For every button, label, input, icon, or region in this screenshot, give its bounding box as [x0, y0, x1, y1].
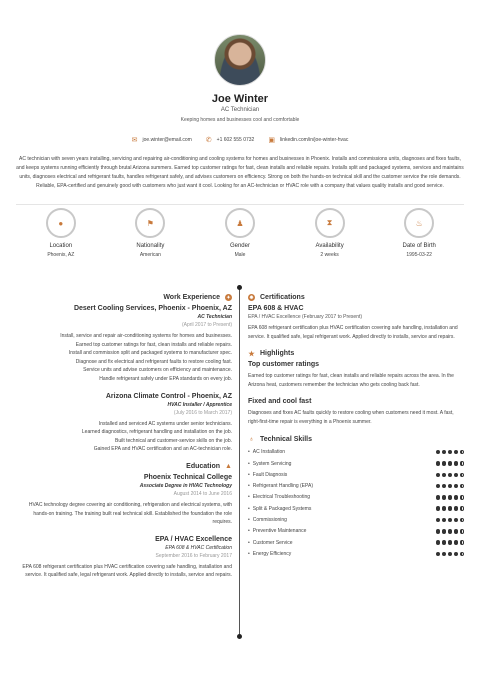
rating-dot — [448, 484, 453, 489]
contact-linkedin-text: linkedin.com/in/joe-winter-hvac — [279, 137, 349, 143]
rating-dot — [448, 473, 453, 478]
rating-dot — [436, 529, 441, 534]
fact-date-of-birth — [379, 208, 459, 258]
rating-dot — [448, 518, 453, 523]
list-item: Service units and advise customers on efficiency and maintenance. — [83, 367, 232, 374]
skill-rating — [436, 450, 465, 455]
rating-dot — [454, 518, 459, 523]
fact-value: Phoenix, AZ — [47, 252, 75, 258]
rating-dot — [436, 552, 441, 557]
education-entry — [16, 536, 232, 580]
skill-item — [248, 537, 464, 548]
list-item: Diagnose and fix electrical and refrigerant faults to restore cooling fast. — [75, 358, 232, 365]
skill-name: • Energy Efficiency — [248, 551, 291, 557]
skill-name: • AC Installation — [248, 449, 285, 455]
right-column — [248, 294, 464, 560]
fact-gender — [200, 208, 280, 258]
job-dates: (April 2017 to Present) — [181, 322, 232, 328]
badge-icon: ✸ — [249, 294, 254, 301]
highlight-title: Top customer ratings — [248, 361, 320, 369]
section-divider — [16, 204, 464, 205]
skill-item — [248, 548, 464, 559]
fact-label: Gender — [229, 243, 250, 249]
candidate-tagline: Keeping homes and businesses cool and comfortable — [180, 117, 300, 123]
rating-dot — [460, 506, 465, 511]
job-entry — [16, 305, 232, 384]
contact-phone-text: +1 602 555 0732 — [216, 137, 255, 143]
fact-label: Availability — [315, 243, 344, 249]
rating-dot — [442, 540, 447, 545]
education-entry — [16, 474, 232, 527]
list-item: Earned top customer ratings for fast, clean installs and reliable repairs. — [75, 341, 232, 348]
rating-dot — [454, 506, 459, 511]
rating-dot — [442, 506, 447, 511]
contact-linkedin[interactable] — [268, 136, 348, 144]
skill-name: • Electrical Troubleshooting — [248, 494, 310, 500]
job-duties — [16, 332, 232, 384]
hourglass-icon: ⧗ — [315, 208, 345, 238]
rating-dot — [442, 529, 447, 534]
skill-rating — [436, 506, 465, 511]
rating-dot — [442, 518, 447, 523]
list-item: Gained EPA and HVAC certification and an AC-technician role. — [93, 446, 232, 453]
highlights-title: Highlights — [260, 350, 295, 358]
rating-dot — [436, 484, 441, 489]
star-icon: ★ — [248, 350, 255, 358]
fact-value: 2 weeks — [320, 252, 339, 258]
timeline-dot-top — [237, 285, 242, 290]
list-item: Install and commission split and packaged systems to manufacturer spec. — [68, 350, 232, 357]
rating-dot — [460, 450, 465, 455]
highlight-entry — [248, 361, 464, 389]
skill-rating — [436, 518, 465, 523]
education-heading — [16, 463, 232, 470]
rating-dot — [460, 484, 465, 489]
job-entry — [16, 393, 232, 454]
rating-dot — [442, 552, 447, 557]
education-dates: August 2014 to June 2016 — [173, 490, 232, 497]
rating-dot — [454, 552, 459, 557]
rating-dot — [460, 529, 465, 534]
fact-label: Nationality — [136, 243, 165, 249]
highlight-text: Diagnoses and fixes AC faults quickly to restore cooling when customers need it most. A fast, right-first-time repair is everything in a Phoenix summer. — [248, 410, 454, 425]
rating-dot — [436, 506, 441, 511]
skill-item — [248, 492, 464, 503]
candidate-name: Joe Winter — [211, 93, 269, 105]
rating-dot — [448, 552, 453, 557]
skill-name: • Customer Service — [248, 540, 293, 546]
rating-dot — [442, 495, 447, 500]
contact-email[interactable] — [132, 136, 192, 144]
person-icon: ♟ — [225, 208, 255, 238]
highlight-text: Earned top customer ratings for fast, clean installs and reliable repairs across the area. In the Arizona heat, customers remember the technician who gets cooling back fast. — [248, 373, 454, 388]
rating-dot — [448, 450, 453, 455]
certification-entry — [248, 305, 464, 341]
rating-dot — [454, 473, 459, 478]
rating-dot — [460, 473, 465, 478]
list-item: Learned diagnostics, refrigerant handling and installation on the job. — [81, 429, 232, 436]
experience-title: Work Experience — [163, 294, 220, 301]
profile-photo — [214, 34, 266, 86]
skill-item — [248, 458, 464, 469]
graduation-cap-icon: ▲ — [225, 462, 232, 470]
rating-dot — [460, 461, 465, 466]
job-position: HVAC Installer / Apprentice — [167, 401, 232, 408]
rating-dot — [436, 461, 441, 466]
left-column — [16, 294, 232, 589]
rating-dot — [436, 473, 441, 478]
highlight-entry — [248, 398, 464, 426]
education-org: EPA / HVAC Excellence — [155, 535, 232, 543]
rating-dot — [442, 450, 447, 455]
job-org: Arizona Climate Control - Phoenix, AZ — [105, 392, 232, 400]
flag-icon: ⚑ — [135, 208, 165, 238]
personal-facts — [16, 208, 464, 258]
rating-dot — [436, 540, 441, 545]
cake-icon: ♨ — [404, 208, 434, 238]
fact-value: 1995-03-22 — [406, 252, 432, 258]
experience-heading — [16, 294, 232, 301]
skill-item — [248, 469, 464, 480]
skill-name: • Preventive Maintenance — [248, 528, 306, 534]
education-text: EPA 608 refrigerant certification plus HVAC certification covering safe handling, installation and service. It qualified safe, legal refrigerant work. Applied directly to installs, service and repairs. — [22, 563, 232, 579]
skill-rating — [436, 552, 465, 557]
certification-text: EPA 608 refrigerant certification plus HVAC certification covering safe handling, installation and service. It qualified safe, legal refrigerant work. Applied directly to installs, service and repairs. — [248, 325, 458, 340]
rating-dot — [448, 540, 453, 545]
rating-dot — [460, 552, 465, 557]
certifications-title: Certifications — [260, 294, 305, 301]
contact-phone[interactable] — [206, 136, 255, 144]
rating-dot — [460, 495, 465, 500]
skill-item — [248, 526, 464, 537]
skill-name: • System Servicing — [248, 461, 291, 467]
fact-nationality — [110, 208, 190, 258]
skill-rating — [436, 484, 465, 489]
skill-rating — [436, 540, 465, 545]
certification-issuer: EPA / HVAC Excellence (February 2017 to Present) — [248, 314, 363, 320]
certifications-heading — [248, 294, 464, 301]
job-org: Desert Cooling Services, Phoenix - Phoenix, AZ — [73, 305, 232, 312]
skill-rating — [436, 495, 465, 500]
contact-email-text: joe.winter@email.com — [142, 137, 192, 143]
skills-list — [248, 447, 464, 560]
timeline-line — [239, 288, 240, 636]
education-degree: Associate Degree in HVAC Technology — [139, 482, 232, 489]
list-item: Install, service and repair air-conditioning systems for homes and businesses. — [60, 333, 232, 339]
fact-label: Date of Birth — [402, 243, 436, 249]
fact-value: Male — [234, 252, 246, 258]
education-title: Education — [186, 462, 220, 470]
job-duties — [16, 420, 232, 454]
rating-dot — [460, 518, 465, 523]
skill-rating — [436, 461, 465, 466]
location-icon: ● — [46, 208, 76, 238]
skill-name: • Fault Diagnosis — [248, 472, 287, 478]
skill-rating — [436, 473, 465, 478]
rating-dot — [448, 495, 453, 500]
fact-value: American — [139, 252, 161, 258]
education-text: HVAC technology degree covering air conditioning, refrigeration and electrical systems, with hands-on training. The training built real technical skill. Established the foundation the role requires. — [28, 501, 232, 526]
rating-dot — [442, 484, 447, 489]
phone-icon: ✆ — [205, 137, 212, 144]
education-dates: September 2016 to February 2017 — [155, 552, 232, 559]
job-position: AC Technician — [197, 314, 232, 320]
flask-icon: ♁ — [248, 435, 255, 443]
education-org: Phoenix Technical College — [143, 473, 232, 481]
list-item: Installed and serviced AC systems under senior technicians. — [98, 420, 232, 427]
skill-name: • Refrigerant Handling (EPA) — [248, 483, 313, 489]
skill-item — [248, 503, 464, 514]
rating-dot — [442, 461, 447, 466]
rating-dot — [436, 518, 441, 523]
fact-label: Location — [49, 243, 73, 249]
skill-name: • Commissioning — [248, 517, 287, 523]
briefcase-icon: ✦ — [226, 294, 231, 301]
list-item: Built technical and customer-service skills on the job. — [115, 437, 232, 444]
linkedin-icon: ▣ — [268, 137, 275, 144]
certification-name: EPA 608 & HVAC — [248, 305, 304, 312]
rating-dot — [436, 450, 441, 455]
rating-dot — [454, 450, 459, 455]
skills-title: Technical Skills — [260, 435, 313, 443]
skill-item — [248, 447, 464, 458]
rating-dot — [436, 495, 441, 500]
timeline-dot-bottom — [237, 634, 242, 639]
rating-dot — [454, 540, 459, 545]
fact-availability — [290, 208, 370, 258]
profile-summary: AC technician with seven years installing, servicing and repairing air-conditioning and cooling systems for homes and businesses in Phoenix. Installs and commissions units, diagnoses and fixes faults, and keeps systems running efficiently through brutal Arizona summers. Earned top customer ratings for fast, clean installs and reliable repairs. Installs split and packaged systems, services and maintains units, diagnoses electrical and refrigerant faults, handles refrigerant safely, and advises customers on efficiency. Strong on both the hands-on technical skill and the customer service the role demands. Reliable, EPA-certified and genuinely good with customers who just want it cool. Looking for an AC-technician or HVAC role with a company that values quality installs and good service. — [16, 156, 464, 189]
highlights-heading — [248, 350, 464, 357]
rating-dot — [448, 506, 453, 511]
rating-dot — [442, 473, 447, 478]
rating-dot — [448, 461, 453, 466]
rating-dot — [448, 529, 453, 534]
rating-dot — [454, 529, 459, 534]
list-item: Handle refrigerant safely under EPA standards on every job. — [99, 375, 232, 382]
skill-rating — [436, 529, 465, 534]
skill-item — [248, 514, 464, 525]
candidate-role: AC Technician — [220, 107, 260, 113]
fact-location — [21, 208, 101, 258]
rating-dot — [454, 461, 459, 466]
rating-dot — [454, 495, 459, 500]
contact-bar — [0, 136, 480, 144]
skill-name: • Split & Packaged Systems — [248, 506, 311, 512]
rating-dot — [460, 540, 465, 545]
rating-dot — [454, 484, 459, 489]
education-degree: EPA 608 & HVAC Certification — [165, 544, 232, 551]
highlight-title: Fixed and cool fast — [248, 398, 312, 406]
skills-heading — [248, 436, 464, 443]
mail-icon: ✉ — [131, 137, 138, 144]
job-dates: (July 2016 to March 2017) — [173, 409, 232, 416]
skill-item — [248, 480, 464, 491]
